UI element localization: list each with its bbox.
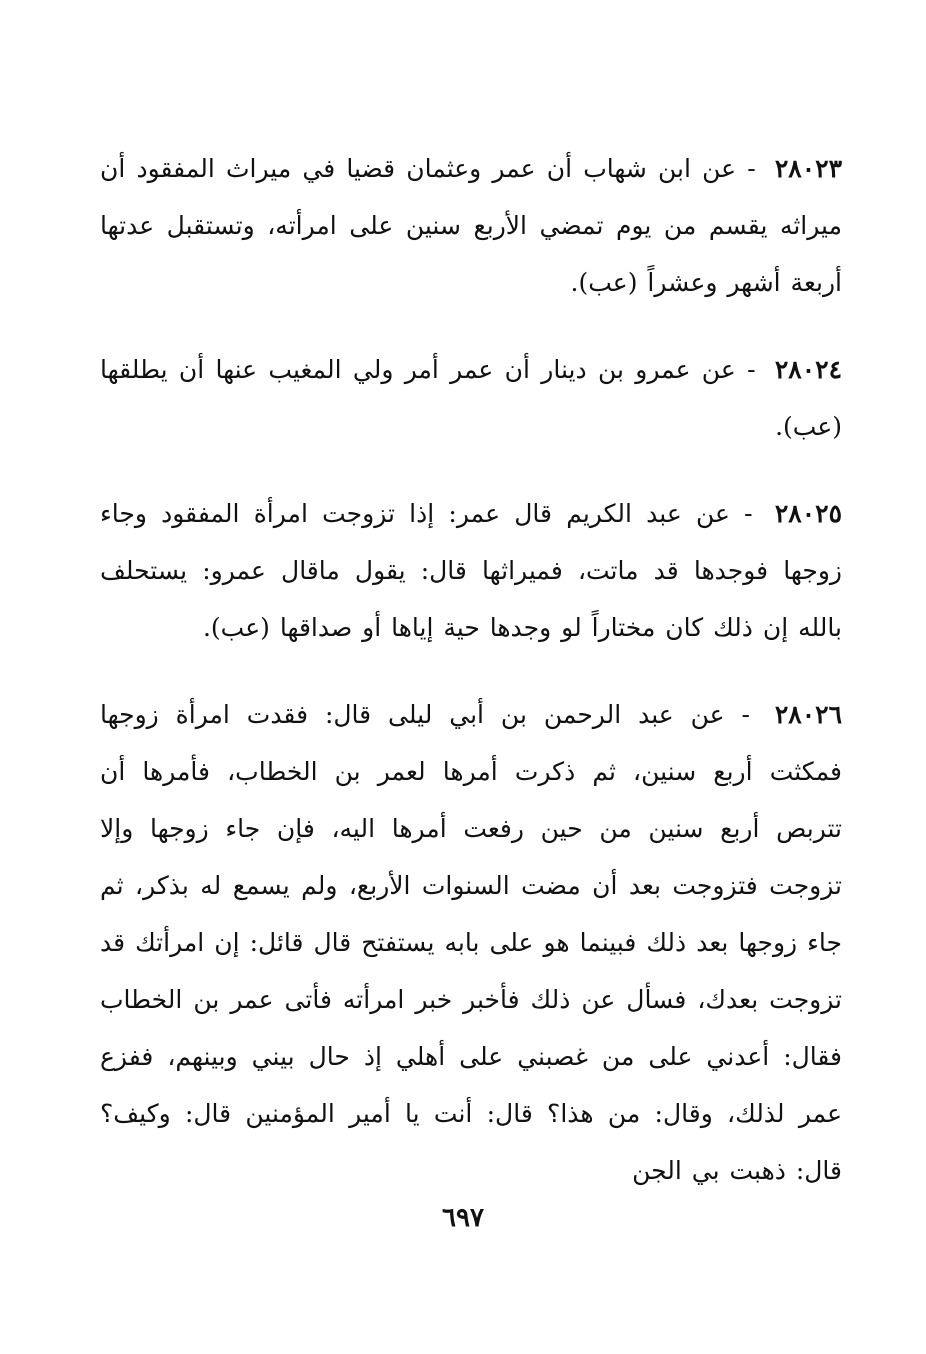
hadith-entry-28025 bbox=[100, 485, 842, 656]
text-body bbox=[100, 140, 842, 1229]
entry-number: ٢٨٠٢٤ bbox=[774, 355, 842, 384]
entry-number: ٢٨٠٢٥ bbox=[774, 499, 842, 528]
entry-text: - عن عبد الرحمن بن أبي ليلى قال: فقدت امرأة زوجها فمكثت أربع سنين، ثم ذكرت أمرها لعمر بن الخطاب، فأمرها أن تتربص أربع سنين من حين رفعت أمرها اليه، فإن جاء زوجها وإلا تزوجت فتزوجت بعد أن مضت السنوات الأربع، ولم يسمع له بذكر، ثم جاء زوجها بعد ذلك فبينما هو على بابه يستفتح قال قائل: إن امرأتك قد تزوجت بعدك، فسأل عن ذلك فأخبر خبر امرأته فأتى عمر بن الخطاب فقال: أعدني على من غصبني على أهلي إذ حال بيني وبينهم، ففزع عمر لذلك، وقال: من هذا؟ قال: أنت يا أمير المؤمنين قال: وكيف؟ قال: ذهبت بي الجن bbox=[100, 700, 842, 1185]
entry-text: - عن عمرو بن دينار أن عمر أمر ولي المغيب عنها أن يطلقها (عب). bbox=[100, 355, 842, 441]
entry-number: ٢٨٠٢٦ bbox=[774, 700, 842, 729]
hadith-entry-28023 bbox=[100, 140, 842, 311]
hadith-entry-28024 bbox=[100, 341, 842, 455]
entry-number: ٢٨٠٢٣ bbox=[774, 154, 842, 183]
page-number: ٦٩٧ bbox=[442, 1203, 484, 1233]
entry-text: - عن عبد الكريم قال عمر: إذا تزوجت امرأة المفقود وجاء زوجها فوجدها قد ماتت، فميراثها قال: يقول ماقال عمرو: يستحلف بالله إن ذلك كان مختاراً لو وجدها حية إياها أو صداقها (عب). bbox=[100, 499, 842, 642]
hadith-entry-28026 bbox=[100, 686, 842, 1199]
entry-text: - عن ابن شهاب أن عمر وعثمان قضيا في ميراث المفقود أن ميراثه يقسم من يوم تمضي الأربع سنين على امرأته، وتستقبل عدتها أربعة أشهر وعشراً (عب). bbox=[100, 154, 842, 297]
